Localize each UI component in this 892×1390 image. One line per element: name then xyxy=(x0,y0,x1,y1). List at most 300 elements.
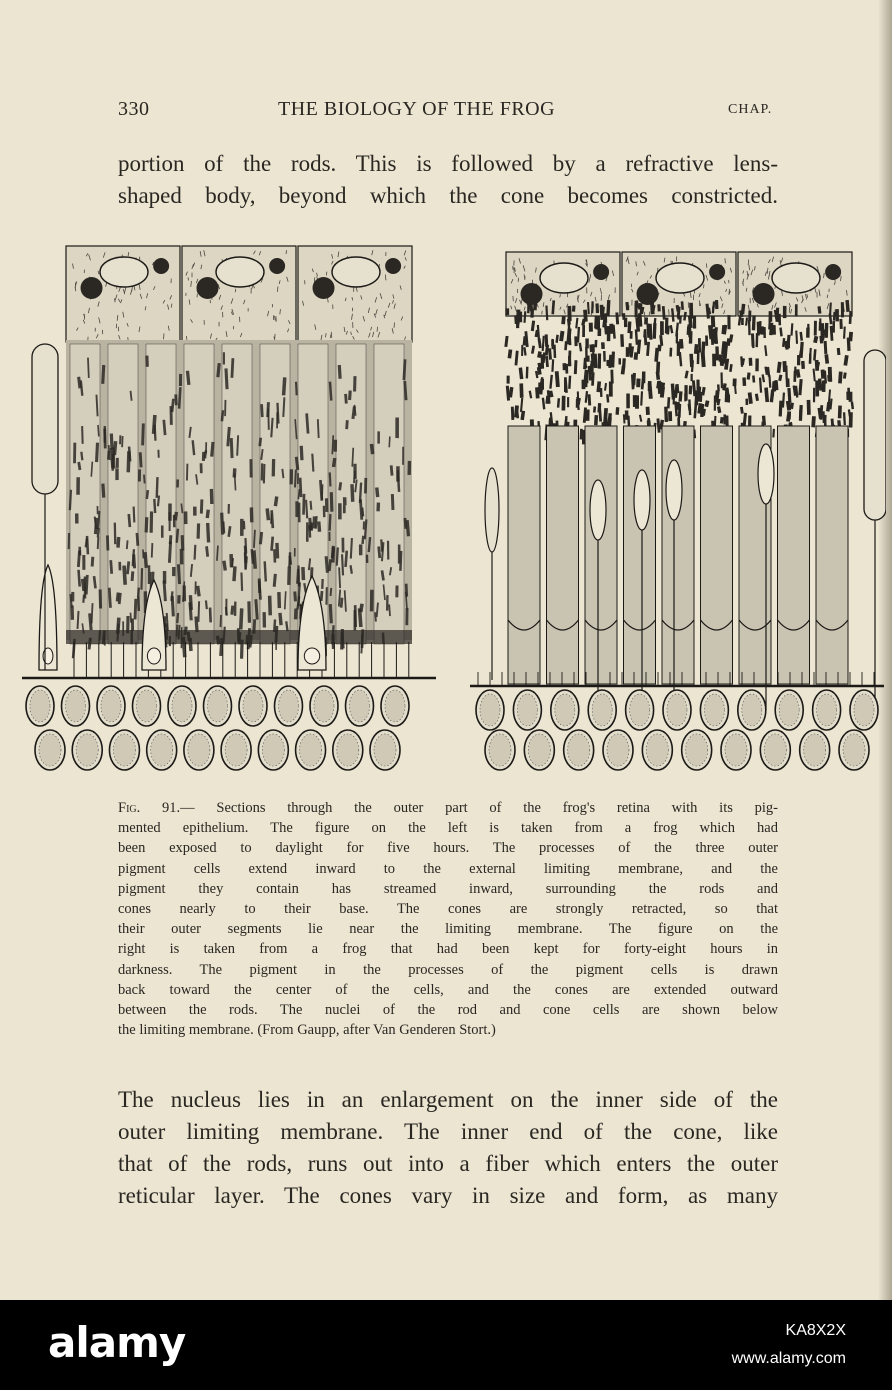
pigment-band xyxy=(658,382,659,388)
caption-line: been exposed to daylight for five hours. The processes of the three outer xyxy=(118,840,778,857)
caption-line: back toward the center of the cells, and the cones are extended outward xyxy=(118,981,778,998)
pigment-band xyxy=(607,394,608,402)
pigment-streak xyxy=(147,490,148,499)
pigment-band xyxy=(520,368,521,379)
rod-cell xyxy=(547,426,579,684)
nucleus-granules xyxy=(568,734,590,766)
pigment-band xyxy=(563,316,564,325)
pigment-band xyxy=(627,302,628,310)
pigment-cell-nucleus xyxy=(540,263,588,293)
pigment-band xyxy=(565,416,566,426)
pigment-band xyxy=(766,388,767,402)
pigment-granule xyxy=(703,284,704,288)
nucleus-granules xyxy=(817,694,837,726)
pigment-streak xyxy=(103,484,104,498)
pigment-band xyxy=(753,376,754,383)
pigment-streak xyxy=(309,558,310,570)
running-title: THE BIOLOGY OF THE FROG xyxy=(278,98,556,120)
pigment-band xyxy=(576,318,577,328)
nucleus-granules xyxy=(630,694,650,726)
pigment-streak xyxy=(405,381,406,400)
pigment-streak xyxy=(198,601,199,622)
pigment-band xyxy=(743,304,744,314)
rod-cell xyxy=(585,426,617,684)
nucleus-granules xyxy=(208,690,228,722)
nucleus-granules xyxy=(704,694,724,726)
pigment-streak xyxy=(245,538,246,553)
pigment-streak xyxy=(187,371,188,385)
pigment-streak xyxy=(164,581,165,602)
pigment-streak xyxy=(79,570,80,587)
nucleus-granules xyxy=(686,734,708,766)
pigment-band xyxy=(723,341,724,354)
pigment-streak xyxy=(98,511,99,529)
pigment-streak xyxy=(277,403,278,424)
nucleus-granules xyxy=(172,690,192,722)
pigment-streak xyxy=(265,561,266,581)
pigment-band xyxy=(613,352,614,368)
nucleus-granules xyxy=(188,734,210,766)
pigment-band xyxy=(739,315,740,325)
pigment-streak xyxy=(304,494,305,515)
pigment-band xyxy=(796,331,797,344)
pigment-band xyxy=(532,321,533,331)
pigment-streak xyxy=(346,551,347,567)
pigment-streak xyxy=(304,583,305,592)
pigment-streak xyxy=(254,530,255,548)
pigment-streak xyxy=(195,545,196,560)
pigment-streak xyxy=(231,438,232,458)
pigment-band xyxy=(681,339,682,348)
pigment-dot xyxy=(637,283,659,305)
pigment-band xyxy=(678,402,679,410)
pigment-streak xyxy=(94,576,95,588)
pigment-band xyxy=(706,401,707,407)
pigment-streak xyxy=(78,611,79,629)
pigment-streak xyxy=(201,499,202,513)
pigment-streak xyxy=(111,434,112,450)
pigment-band xyxy=(629,322,630,334)
pigment-streak xyxy=(303,567,304,580)
nucleus-granules xyxy=(66,690,86,722)
nucleus-granules xyxy=(337,734,359,766)
pigment-band xyxy=(830,313,831,324)
pigment-band xyxy=(510,387,511,397)
pigment-streak xyxy=(334,458,335,467)
pigment-band xyxy=(601,310,602,318)
pigment-band xyxy=(716,334,717,344)
pigment-band xyxy=(530,391,531,398)
pigment-band xyxy=(605,383,606,391)
pigment-streak xyxy=(351,565,352,573)
pigment-streak xyxy=(272,537,273,551)
pigment-band xyxy=(810,348,811,364)
pigment-streak xyxy=(232,358,233,378)
pigment-band xyxy=(622,334,623,347)
pigment-streak xyxy=(360,608,361,627)
pigment-streak xyxy=(134,507,135,523)
pigment-band xyxy=(543,352,544,362)
pigment-band xyxy=(658,362,659,373)
nucleus-granules xyxy=(350,690,370,722)
pigment-streak xyxy=(331,492,332,512)
extended-cone xyxy=(32,344,58,494)
pigment-streak xyxy=(369,537,370,552)
pigment-streak xyxy=(284,377,285,395)
pigment-streak xyxy=(78,550,79,567)
pigment-streak xyxy=(372,444,373,454)
rod-cell xyxy=(778,426,810,684)
pigment-band xyxy=(760,378,761,393)
pigment-streak xyxy=(96,395,97,417)
pigment-band xyxy=(817,362,818,369)
pigment-streak xyxy=(289,567,290,585)
pigment-band xyxy=(557,371,558,387)
pigment-band xyxy=(792,323,793,335)
pigment-dot xyxy=(197,277,219,299)
pigment-streak xyxy=(118,537,119,548)
pigment-band xyxy=(662,383,663,393)
nucleus-granules xyxy=(279,690,299,722)
pigment-band xyxy=(696,391,697,406)
pigment-streak xyxy=(379,547,380,559)
pigment-band xyxy=(794,386,795,396)
pigment-streak xyxy=(297,601,298,609)
pigment-streak xyxy=(158,496,159,507)
pigment-streak xyxy=(154,499,155,513)
pigment-streak xyxy=(311,501,312,510)
pigment-band xyxy=(531,302,532,311)
pigment-streak xyxy=(210,608,211,623)
rod-cell xyxy=(624,426,656,684)
pigment-band xyxy=(568,328,569,344)
nucleus-granules xyxy=(804,734,826,766)
pigment-band xyxy=(591,344,592,352)
pigment-band xyxy=(672,308,673,321)
pigment-band xyxy=(569,376,570,389)
pigment-dot xyxy=(753,283,775,305)
pigment-streak xyxy=(117,593,118,602)
pigment-band xyxy=(565,377,566,393)
pigment-streak xyxy=(237,435,238,455)
pigment-band xyxy=(624,414,625,423)
pigment-streak xyxy=(398,470,399,492)
pigment-streak xyxy=(306,500,307,518)
pigment-streak xyxy=(79,462,80,470)
pigment-band xyxy=(653,305,654,312)
pigment-band xyxy=(699,403,700,413)
pigment-band xyxy=(657,372,658,380)
pigment-band xyxy=(677,384,678,393)
pigment-band xyxy=(724,383,725,390)
pigment-streak xyxy=(177,529,178,543)
pigment-streak xyxy=(296,382,297,396)
pigment-streak xyxy=(205,450,206,458)
pigment-streak xyxy=(354,405,355,416)
pigment-streak xyxy=(330,382,331,401)
pigment-band xyxy=(750,393,751,404)
pigment-streak xyxy=(127,540,128,549)
retina-figure xyxy=(14,240,886,780)
pigment-streak xyxy=(207,510,208,518)
pigment-streak xyxy=(190,602,191,620)
pigment-band xyxy=(831,326,832,341)
pigment-dot xyxy=(313,277,335,299)
pigment-band xyxy=(593,372,594,385)
pigment-streak xyxy=(91,462,92,477)
pigment-band xyxy=(735,381,736,394)
pigment-cell-nucleus xyxy=(332,257,380,287)
pigment-streak xyxy=(277,543,278,559)
pigment-streak xyxy=(191,564,192,577)
nucleus-granules xyxy=(528,734,550,766)
pigment-band xyxy=(638,340,639,354)
pigment-streak xyxy=(224,561,225,571)
rod-outer-segment xyxy=(184,344,214,644)
nucleus-granules xyxy=(843,734,865,766)
extended-cone-segment xyxy=(590,480,606,540)
pigment-band xyxy=(512,407,513,420)
pigment-band xyxy=(596,415,597,425)
pigment-granule xyxy=(748,260,749,265)
pigment-band xyxy=(680,316,681,324)
nucleus-granules xyxy=(385,690,405,722)
pigment-granule xyxy=(326,272,327,276)
pigment-streak xyxy=(346,394,347,404)
pigment-streak xyxy=(224,521,225,533)
pigment-band xyxy=(589,394,590,405)
pigment-band xyxy=(844,412,845,425)
nucleus-granules xyxy=(489,734,511,766)
pigment-band xyxy=(715,416,716,426)
pigment-streak xyxy=(206,600,207,609)
pigment-streak xyxy=(234,566,235,581)
image-id: KA8X2X xyxy=(785,1322,846,1339)
pigment-band xyxy=(707,304,708,319)
pigment-streak xyxy=(329,559,330,571)
nucleus-granules xyxy=(76,734,98,766)
pigment-band xyxy=(724,325,725,334)
pigment-band xyxy=(748,373,749,380)
pigment-streak xyxy=(208,523,209,542)
pigment-streak xyxy=(164,420,165,435)
rod-outer-segment xyxy=(108,344,138,644)
pigment-streak xyxy=(70,490,71,510)
pigment-streak xyxy=(271,418,272,437)
pigment-band xyxy=(847,300,848,312)
pigment-band xyxy=(781,328,782,337)
pigment-streak xyxy=(217,546,218,561)
pigment-streak xyxy=(331,588,332,596)
pigment-band xyxy=(639,315,640,324)
pigment-streak xyxy=(289,552,290,567)
pigment-cell-nucleus xyxy=(216,257,264,287)
pigment-granule xyxy=(669,309,670,315)
pigment-band xyxy=(776,381,777,391)
caption-line: their outer segments lie near the limiting membrane. The figure on the xyxy=(118,921,778,938)
pigment-streak xyxy=(320,480,321,501)
pigment-band xyxy=(506,336,507,347)
pigment-streak xyxy=(119,593,120,604)
pigment-streak xyxy=(345,590,346,611)
text-line: shaped body, beyond which the cone becomes constricted. xyxy=(118,183,778,208)
pigment-streak xyxy=(262,404,263,417)
pigment-band xyxy=(654,323,655,339)
pigment-band xyxy=(830,303,831,315)
pigment-streak xyxy=(389,436,390,447)
pigment-band xyxy=(726,359,727,370)
pigment-band xyxy=(682,301,683,309)
alamy-logo: alamy xyxy=(48,1318,186,1367)
pigment-streak xyxy=(122,436,123,447)
pigment-streak xyxy=(127,561,128,574)
pigment-band xyxy=(741,356,742,366)
bottom-paragraph xyxy=(118,1084,778,1212)
pigment-band xyxy=(680,352,681,366)
pigment-streak xyxy=(134,554,135,568)
pigment-band xyxy=(537,387,538,398)
pigment-streak xyxy=(135,599,136,620)
pigment-streak xyxy=(229,526,230,537)
pigment-dot xyxy=(385,258,401,274)
pigment-band xyxy=(764,416,765,425)
pigment-band xyxy=(800,379,801,395)
nucleus-granules xyxy=(592,694,612,726)
pigment-band xyxy=(771,323,772,335)
pigment-cell-nucleus xyxy=(772,263,820,293)
pigment-streak xyxy=(137,533,138,546)
pigment-band xyxy=(803,361,804,369)
pigment-band xyxy=(611,324,612,334)
pigment-band xyxy=(850,332,851,341)
pigment-streak xyxy=(109,588,110,608)
pigment-streak xyxy=(406,584,407,597)
pigment-band xyxy=(547,356,548,367)
pigment-band xyxy=(713,316,714,327)
pigment-band xyxy=(645,331,646,345)
text-line: that of the rods, runs out into a fiber which enters the outer xyxy=(118,1151,778,1176)
pigment-band xyxy=(599,406,600,422)
pigment-granule xyxy=(518,278,519,282)
pigment-band xyxy=(663,306,664,320)
pigment-band xyxy=(820,379,821,391)
pigment-streak xyxy=(382,570,383,580)
pigment-band xyxy=(684,312,685,320)
pigment-band xyxy=(640,415,641,422)
pigment-band xyxy=(814,369,815,382)
pigment-band xyxy=(623,366,624,374)
nucleus-granules xyxy=(262,734,284,766)
rod-cell xyxy=(701,426,733,684)
pigment-band xyxy=(661,335,662,346)
pigment-band xyxy=(756,394,757,401)
cone-lens-body xyxy=(147,648,160,664)
pigment-streak xyxy=(270,596,271,616)
retina-section-daylight xyxy=(14,240,444,780)
pigment-streak xyxy=(115,441,116,455)
pigment-band xyxy=(565,341,566,350)
pigment-band xyxy=(641,307,642,314)
pigment-band xyxy=(588,302,589,314)
nucleus-granules xyxy=(101,690,121,722)
pigment-streak xyxy=(234,468,235,477)
pigment-band xyxy=(850,311,851,324)
pigment-band xyxy=(713,302,714,314)
pigment-granule xyxy=(280,309,281,314)
pigment-streak xyxy=(301,446,302,460)
rod-cell xyxy=(508,426,540,684)
pigment-streak xyxy=(129,514,130,527)
pigment-band xyxy=(648,324,649,338)
pigment-band xyxy=(721,417,722,423)
pigment-streak xyxy=(103,365,104,384)
pigment-streak xyxy=(176,394,177,405)
pigment-streak xyxy=(144,475,145,484)
pigment-band xyxy=(550,375,551,389)
pigment-streak xyxy=(81,380,82,395)
pigment-band xyxy=(634,373,635,385)
pigment-streak xyxy=(88,358,89,378)
pigment-streak xyxy=(218,363,219,377)
top-paragraph xyxy=(118,148,778,212)
pigment-streak xyxy=(220,615,221,627)
pigment-streak xyxy=(98,528,99,537)
pigment-band xyxy=(516,351,517,366)
pigment-streak xyxy=(111,560,112,574)
pigment-streak xyxy=(271,514,272,524)
pigment-streak xyxy=(312,454,313,472)
nucleus-granules xyxy=(480,694,500,726)
caption-line: pigment cells extend inward to the external limiting membrane, and the xyxy=(118,860,778,877)
nucleus-granules xyxy=(725,734,747,766)
pigment-band xyxy=(703,353,704,367)
pigment-streak xyxy=(297,569,298,584)
pigment-band xyxy=(524,347,525,355)
pigment-band xyxy=(525,311,526,323)
pigment-band xyxy=(668,397,669,408)
pigment-streak xyxy=(212,442,213,457)
pigment-band xyxy=(815,336,816,343)
pigment-band xyxy=(829,390,830,406)
pigment-band xyxy=(838,348,839,355)
pigment-band xyxy=(796,386,797,398)
pigment-streak xyxy=(280,613,281,625)
pigment-streak xyxy=(179,387,180,408)
nucleus-granules xyxy=(314,690,334,722)
pigment-band xyxy=(525,336,526,345)
figure-caption xyxy=(118,798,778,1040)
pigment-streak xyxy=(267,508,268,520)
pigment-streak xyxy=(355,605,356,627)
pigment-band xyxy=(594,406,595,412)
pigment-band xyxy=(801,332,802,341)
pigment-band xyxy=(604,417,605,424)
pigment-streak xyxy=(241,573,242,591)
pigment-streak xyxy=(145,552,146,568)
pigment-granule xyxy=(331,332,332,338)
pigment-band xyxy=(752,333,753,346)
pigment-band xyxy=(817,381,818,389)
pigment-band xyxy=(658,419,659,433)
pigment-streak xyxy=(339,567,340,588)
pigment-band xyxy=(728,338,729,345)
pigment-band xyxy=(783,393,784,408)
pigment-band xyxy=(763,374,764,382)
nucleus-granules xyxy=(854,694,874,726)
pigment-dot xyxy=(593,264,609,280)
pigment-streak xyxy=(198,586,199,596)
pigment-streak xyxy=(81,452,82,461)
